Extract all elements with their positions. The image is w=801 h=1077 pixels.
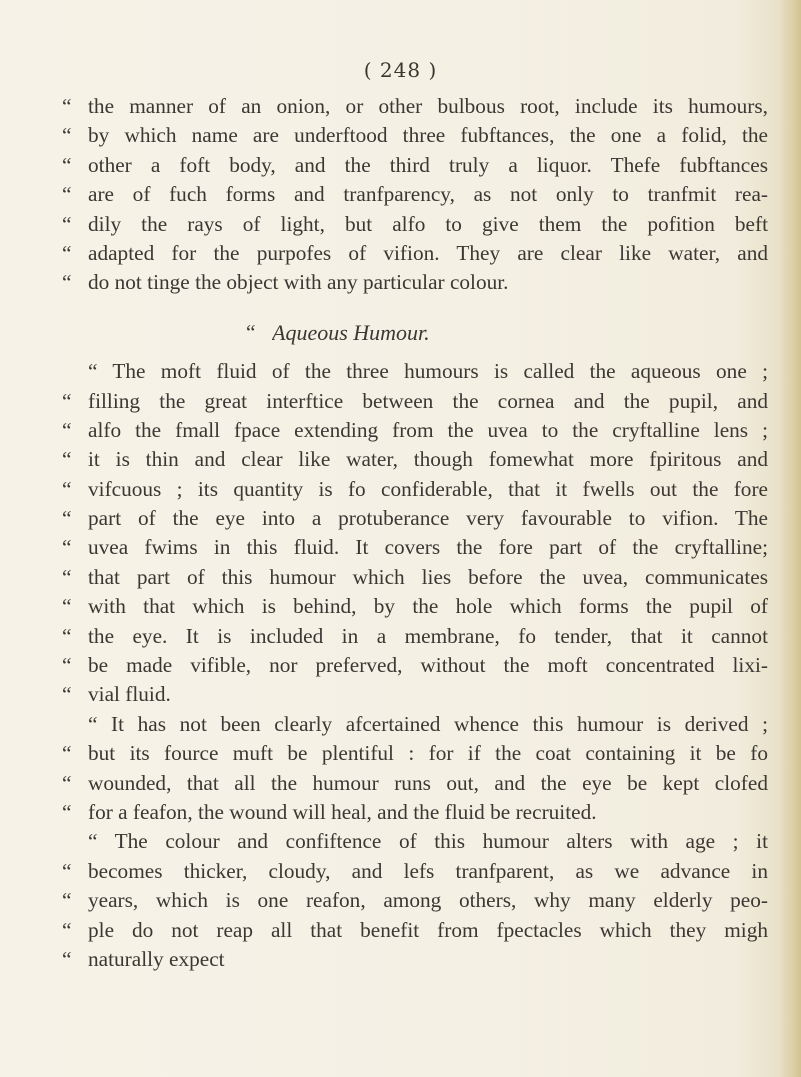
text-line: “ the manner of an onion, or other bulbous root, include its humours, bbox=[62, 92, 768, 121]
text-line: “ becomes thicker, cloudy, and lefs tranfparent, as we advance in bbox=[62, 857, 768, 886]
quote-mark: “ bbox=[62, 741, 72, 766]
quote-mark: “ bbox=[62, 211, 72, 236]
text-line: “ part of the eye into a protuberance very favourable to vifion. The bbox=[62, 504, 768, 533]
text-line: “ vial fluid. bbox=[62, 680, 768, 709]
quote-mark: “ bbox=[62, 506, 72, 531]
text-line: “ years, which is one reafon, among others, why many elderly peo- bbox=[62, 886, 768, 915]
quote-mark: “ bbox=[62, 123, 72, 148]
text-line: “ dily the rays of light, but alfo to give them the pofition beft bbox=[62, 210, 768, 239]
section-gap bbox=[62, 298, 768, 318]
text-line: “ are of fuch forms and tranfparency, as not only to tranfmit rea- bbox=[62, 180, 768, 209]
quote-mark: “ bbox=[62, 623, 72, 648]
quote-mark: “ bbox=[62, 535, 72, 560]
text-line: “ filling the great interftice between the cornea and the pupil, and bbox=[62, 387, 768, 416]
text-line: “ for a feafon, the wound will heal, and the fluid be recruited. bbox=[62, 798, 768, 827]
quote-mark: “ bbox=[62, 152, 72, 177]
quote-mark: “ bbox=[62, 799, 72, 824]
text-line: “ ple do not reap all that benefit from fpectacles which they migh bbox=[62, 916, 768, 945]
quote-mark: “ bbox=[62, 417, 72, 442]
quote-mark: “ bbox=[62, 182, 72, 207]
quote-mark: “ bbox=[62, 770, 72, 795]
quote-mark: “ bbox=[62, 917, 72, 942]
page-edge-shading bbox=[779, 0, 801, 1077]
quote-mark: “ bbox=[62, 388, 72, 413]
text-line: “ It has not been clearly afcertained whence this humour is derived ; bbox=[88, 711, 768, 736]
section-heading: “ Aqueous Humour. bbox=[62, 318, 768, 347]
quote-mark: “ bbox=[62, 858, 72, 883]
text-line: “ by which name are underftood three fubftances, the one a folid, the bbox=[62, 121, 768, 150]
text-line: “ vifcuous ; its quantity is fo confiderable, that it fwells out the fore bbox=[62, 475, 768, 504]
quote-mark: “ bbox=[62, 682, 72, 707]
quote-mark: “ bbox=[62, 447, 72, 472]
text-line: “ it is thin and clear like water, though fomewhat more fpiritous and bbox=[62, 445, 768, 474]
page-number: ( 248 ) bbox=[363, 58, 438, 82]
quote-mark: “ bbox=[246, 319, 256, 344]
text-line: “ be made vifible, nor preferved, without the moft concentrated lixi- bbox=[62, 651, 768, 680]
text-line: “ with that which is behind, by the hole which forms the pupil of bbox=[62, 592, 768, 621]
quote-mark: “ bbox=[62, 94, 72, 118]
text-line: “ that part of this humour which lies before the uvea, communicates bbox=[62, 563, 768, 592]
quote-mark: “ bbox=[62, 594, 72, 619]
quote-mark: “ bbox=[62, 653, 72, 678]
text-line: “ alfo the fmall fpace extending from the uvea to the cryftalline lens ; bbox=[62, 416, 768, 445]
quote-mark: “ bbox=[62, 888, 72, 913]
quote-mark: “ bbox=[62, 946, 72, 971]
body-text bbox=[62, 92, 768, 974]
text-line: “ uvea fwims in this fluid. It covers the fore part of the cryftalline; bbox=[62, 533, 768, 562]
text-line: “ adapted for the purpofes of vifion. They are clear like water, and bbox=[62, 239, 768, 268]
section-gap bbox=[62, 347, 768, 357]
quote-mark: “ bbox=[62, 476, 72, 501]
quote-mark: “ bbox=[62, 270, 72, 295]
text-line: “ other a foft body, and the third truly a liquor. Thefe fubftances bbox=[62, 151, 768, 180]
text-line: “ The colour and confiftence of this humour alters with age ; it bbox=[88, 829, 768, 854]
text-line: “ the eye. It is included in a membrane, fo tender, that it cannot bbox=[62, 622, 768, 651]
text-line: “ do not tinge the object with any particular colour. bbox=[62, 268, 768, 297]
quote-mark: “ bbox=[62, 564, 72, 589]
text-line: “ but its fource muft be plentiful : for if the coat containing it be fo bbox=[62, 739, 768, 768]
text-line: “ wounded, that all the humour runs out, and the eye be kept clofed bbox=[62, 769, 768, 798]
text-line: “ naturally expect bbox=[62, 945, 768, 974]
quote-mark: “ bbox=[62, 240, 72, 265]
text-line: “ The moft fluid of the three humours is called the aqueous one ; bbox=[88, 359, 768, 384]
